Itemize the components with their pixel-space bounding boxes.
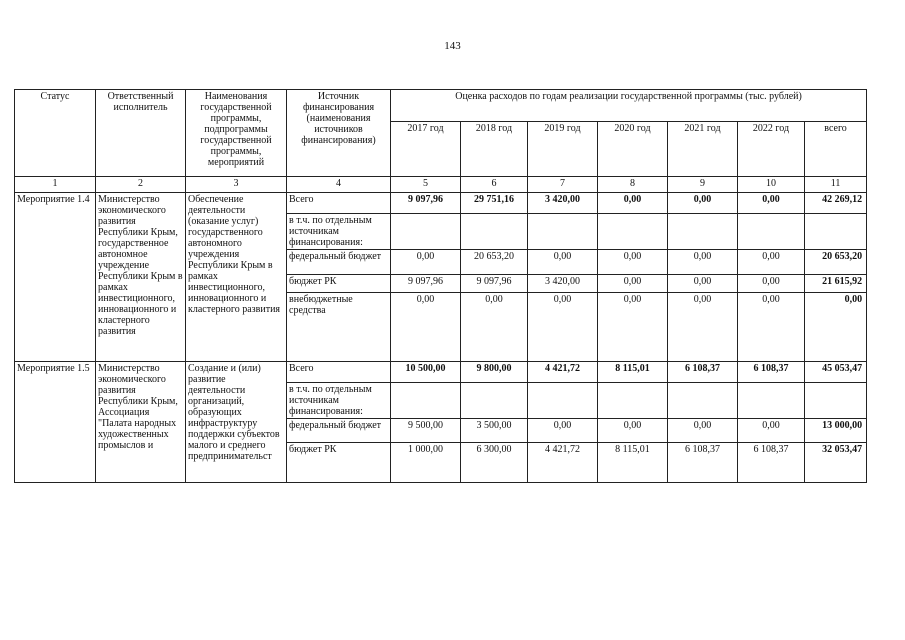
value-cell bbox=[598, 214, 668, 250]
value-cell: 0,00 bbox=[598, 275, 668, 293]
year-2018: 2018 год bbox=[461, 122, 528, 177]
value-cell bbox=[461, 214, 528, 250]
value-cell: 6 108,37 bbox=[738, 362, 805, 383]
value-cell bbox=[391, 383, 461, 419]
value-cell: 0,00 bbox=[391, 293, 461, 362]
value-cell: 0,00 bbox=[738, 419, 805, 443]
source-cell: федеральный бюджет bbox=[287, 419, 391, 443]
table-row bbox=[15, 362, 867, 383]
value-cell: 0,00 bbox=[598, 293, 668, 362]
value-cell: 32 053,47 bbox=[805, 443, 867, 483]
section-executor: Министерство экономического развития Республики Крым, Ассоциация "Палата народных художественных промыслов и bbox=[96, 362, 186, 483]
value-cell: 6 108,37 bbox=[668, 443, 738, 483]
section-name: Обеспечение деятельности (оказание услуг) государственного автономного учреждения Республики Крым в рамках инвестиционного, инновационного и кластерного развития bbox=[186, 193, 287, 362]
value-cell: 21 615,92 bbox=[805, 275, 867, 293]
value-cell: 0,00 bbox=[598, 193, 668, 214]
year-2022: 2022 год bbox=[738, 122, 805, 177]
header-status: Статус bbox=[15, 90, 96, 177]
value-cell: 8 115,01 bbox=[598, 362, 668, 383]
value-cell: 6 108,37 bbox=[738, 443, 805, 483]
value-cell: 10 500,00 bbox=[391, 362, 461, 383]
section-status: Мероприятие 1.4 bbox=[15, 193, 96, 362]
value-cell: 0,00 bbox=[391, 250, 461, 275]
header-executor: Ответственный исполнитель bbox=[96, 90, 186, 177]
value-cell bbox=[805, 214, 867, 250]
source-cell: Всего bbox=[287, 193, 391, 214]
source-cell: Всего bbox=[287, 362, 391, 383]
value-cell: 9 097,96 bbox=[391, 275, 461, 293]
value-cell: 0,00 bbox=[738, 193, 805, 214]
header-program-name: Наименования государственной программы, подпрограммы государственной программы, мероприятий bbox=[186, 90, 287, 177]
index-cell: 5 bbox=[391, 177, 461, 193]
value-cell bbox=[598, 383, 668, 419]
value-cell: 0,00 bbox=[805, 293, 867, 362]
year-2020: 2020 год bbox=[598, 122, 668, 177]
header-estimate: Оценка расходов по годам реализации государственной программы (тыс. рублей) bbox=[391, 90, 867, 122]
value-cell: 20 653,20 bbox=[805, 250, 867, 275]
section-status: Мероприятие 1.5 bbox=[15, 362, 96, 483]
value-cell bbox=[738, 383, 805, 419]
source-cell: федеральный бюджет bbox=[287, 250, 391, 275]
budget-table bbox=[14, 89, 867, 483]
source-cell: бюджет РК bbox=[287, 275, 391, 293]
value-cell: 4 421,72 bbox=[528, 443, 598, 483]
value-cell: 6 108,37 bbox=[668, 362, 738, 383]
value-cell: 0,00 bbox=[668, 293, 738, 362]
value-cell: 9 800,00 bbox=[461, 362, 528, 383]
value-cell: 0,00 bbox=[668, 193, 738, 214]
page-number: 143 bbox=[444, 40, 461, 52]
value-cell: 0,00 bbox=[738, 250, 805, 275]
year-2017: 2017 год bbox=[391, 122, 461, 177]
year-2019: 2019 год bbox=[528, 122, 598, 177]
value-cell bbox=[391, 214, 461, 250]
value-cell: 0,00 bbox=[528, 250, 598, 275]
value-cell: 0,00 bbox=[668, 250, 738, 275]
value-cell: 29 751,16 bbox=[461, 193, 528, 214]
year-2021: 2021 год bbox=[668, 122, 738, 177]
index-cell: 8 bbox=[598, 177, 668, 193]
value-cell: 0,00 bbox=[668, 275, 738, 293]
value-cell: 0,00 bbox=[598, 250, 668, 275]
section-name: Создание и (или) развитие деятельности организаций, образующих инфраструктуру поддержки субъектов малого и среднего предпринимательст bbox=[186, 362, 287, 483]
value-cell bbox=[668, 383, 738, 419]
index-cell: 2 bbox=[96, 177, 186, 193]
value-cell: 9 500,00 bbox=[391, 419, 461, 443]
index-cell: 7 bbox=[528, 177, 598, 193]
index-cell: 11 bbox=[805, 177, 867, 193]
value-cell: 13 000,00 bbox=[805, 419, 867, 443]
source-cell: в т.ч. по отдельным источникам финансирования: bbox=[287, 214, 391, 250]
index-row bbox=[15, 177, 867, 193]
value-cell: 1 000,00 bbox=[391, 443, 461, 483]
value-cell bbox=[805, 383, 867, 419]
value-cell: 0,00 bbox=[528, 293, 598, 362]
value-cell: 4 421,72 bbox=[528, 362, 598, 383]
value-cell: 0,00 bbox=[598, 419, 668, 443]
index-cell: 6 bbox=[461, 177, 528, 193]
header-source: Источник финансирования (наименования источников финансирования) bbox=[287, 90, 391, 177]
source-cell: в т.ч. по отдельным источникам финансирования: bbox=[287, 383, 391, 419]
value-cell: 3 420,00 bbox=[528, 193, 598, 214]
section-executor: Министерство экономического развития Республики Крым, государственное автономное учреждение Республики Крым в рамках инвестиционного, инновационного и кластерного развития bbox=[96, 193, 186, 362]
index-cell: 1 bbox=[15, 177, 96, 193]
value-cell: 0,00 bbox=[528, 419, 598, 443]
year-total: всего bbox=[805, 122, 867, 177]
source-cell: бюджет РК bbox=[287, 443, 391, 483]
index-cell: 4 bbox=[287, 177, 391, 193]
table-row bbox=[15, 193, 867, 214]
value-cell: 9 097,96 bbox=[391, 193, 461, 214]
value-cell bbox=[668, 214, 738, 250]
value-cell: 0,00 bbox=[738, 293, 805, 362]
value-cell: 0,00 bbox=[738, 275, 805, 293]
header-row bbox=[15, 90, 867, 122]
value-cell: 3 500,00 bbox=[461, 419, 528, 443]
value-cell: 8 115,01 bbox=[598, 443, 668, 483]
source-cell: внебюджетные средства bbox=[287, 293, 391, 362]
index-cell: 10 bbox=[738, 177, 805, 193]
value-cell: 9 097,96 bbox=[461, 275, 528, 293]
value-cell: 45 053,47 bbox=[805, 362, 867, 383]
value-cell bbox=[528, 214, 598, 250]
value-cell: 20 653,20 bbox=[461, 250, 528, 275]
value-cell: 0,00 bbox=[668, 419, 738, 443]
value-cell: 3 420,00 bbox=[528, 275, 598, 293]
index-cell: 3 bbox=[186, 177, 287, 193]
index-cell: 9 bbox=[668, 177, 738, 193]
value-cell: 0,00 bbox=[461, 293, 528, 362]
value-cell: 42 269,12 bbox=[805, 193, 867, 214]
value-cell: 6 300,00 bbox=[461, 443, 528, 483]
value-cell bbox=[461, 383, 528, 419]
value-cell bbox=[738, 214, 805, 250]
value-cell bbox=[528, 383, 598, 419]
